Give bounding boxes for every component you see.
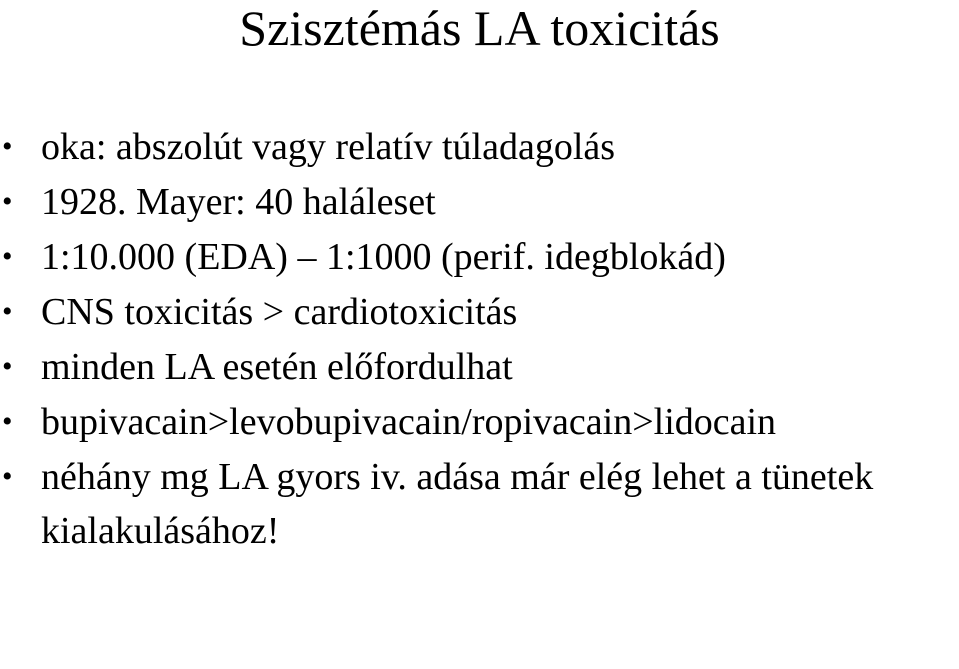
bullet-text: minden LA esetén előfordulhat (41, 346, 513, 388)
bullet-item (0, 120, 959, 174)
bullet-item (0, 175, 959, 229)
bullet-text: oka: abszolút vagy relatív túladagolás (41, 126, 616, 168)
bullet-text: bupivacain>levobupivacain/ropivacain>lidocain (41, 401, 777, 443)
bullet-text: 1928. Mayer: 40 haláleset (41, 181, 436, 223)
slide-title: Szisztémás LA toxicitás (239, 0, 720, 56)
bullet-dot-icon: • (2, 295, 13, 328)
bullet-dot-icon: • (2, 185, 13, 218)
bullet-item (0, 395, 959, 449)
bullet-item (0, 450, 941, 558)
bullet-dot-icon: • (2, 130, 13, 163)
bullet-text: CNS toxicitás > cardiotoxicitás (41, 291, 518, 333)
bullet-text: 1:10.000 (EDA) – 1:1000 (perif. idegblokád) (41, 236, 726, 278)
bullet-dot-icon: • (2, 240, 13, 273)
bullet-list (0, 120, 959, 559)
bullet-text: néhány mg LA gyors iv. adása már elég lehet a tünetek kialakulásához! (41, 456, 874, 552)
bullet-item (0, 340, 959, 394)
bullet-dot-icon: • (2, 460, 13, 493)
bullet-item (0, 285, 959, 339)
bullet-dot-icon: • (2, 350, 13, 383)
bullet-item (0, 230, 959, 284)
bullet-dot-icon: • (2, 405, 13, 438)
